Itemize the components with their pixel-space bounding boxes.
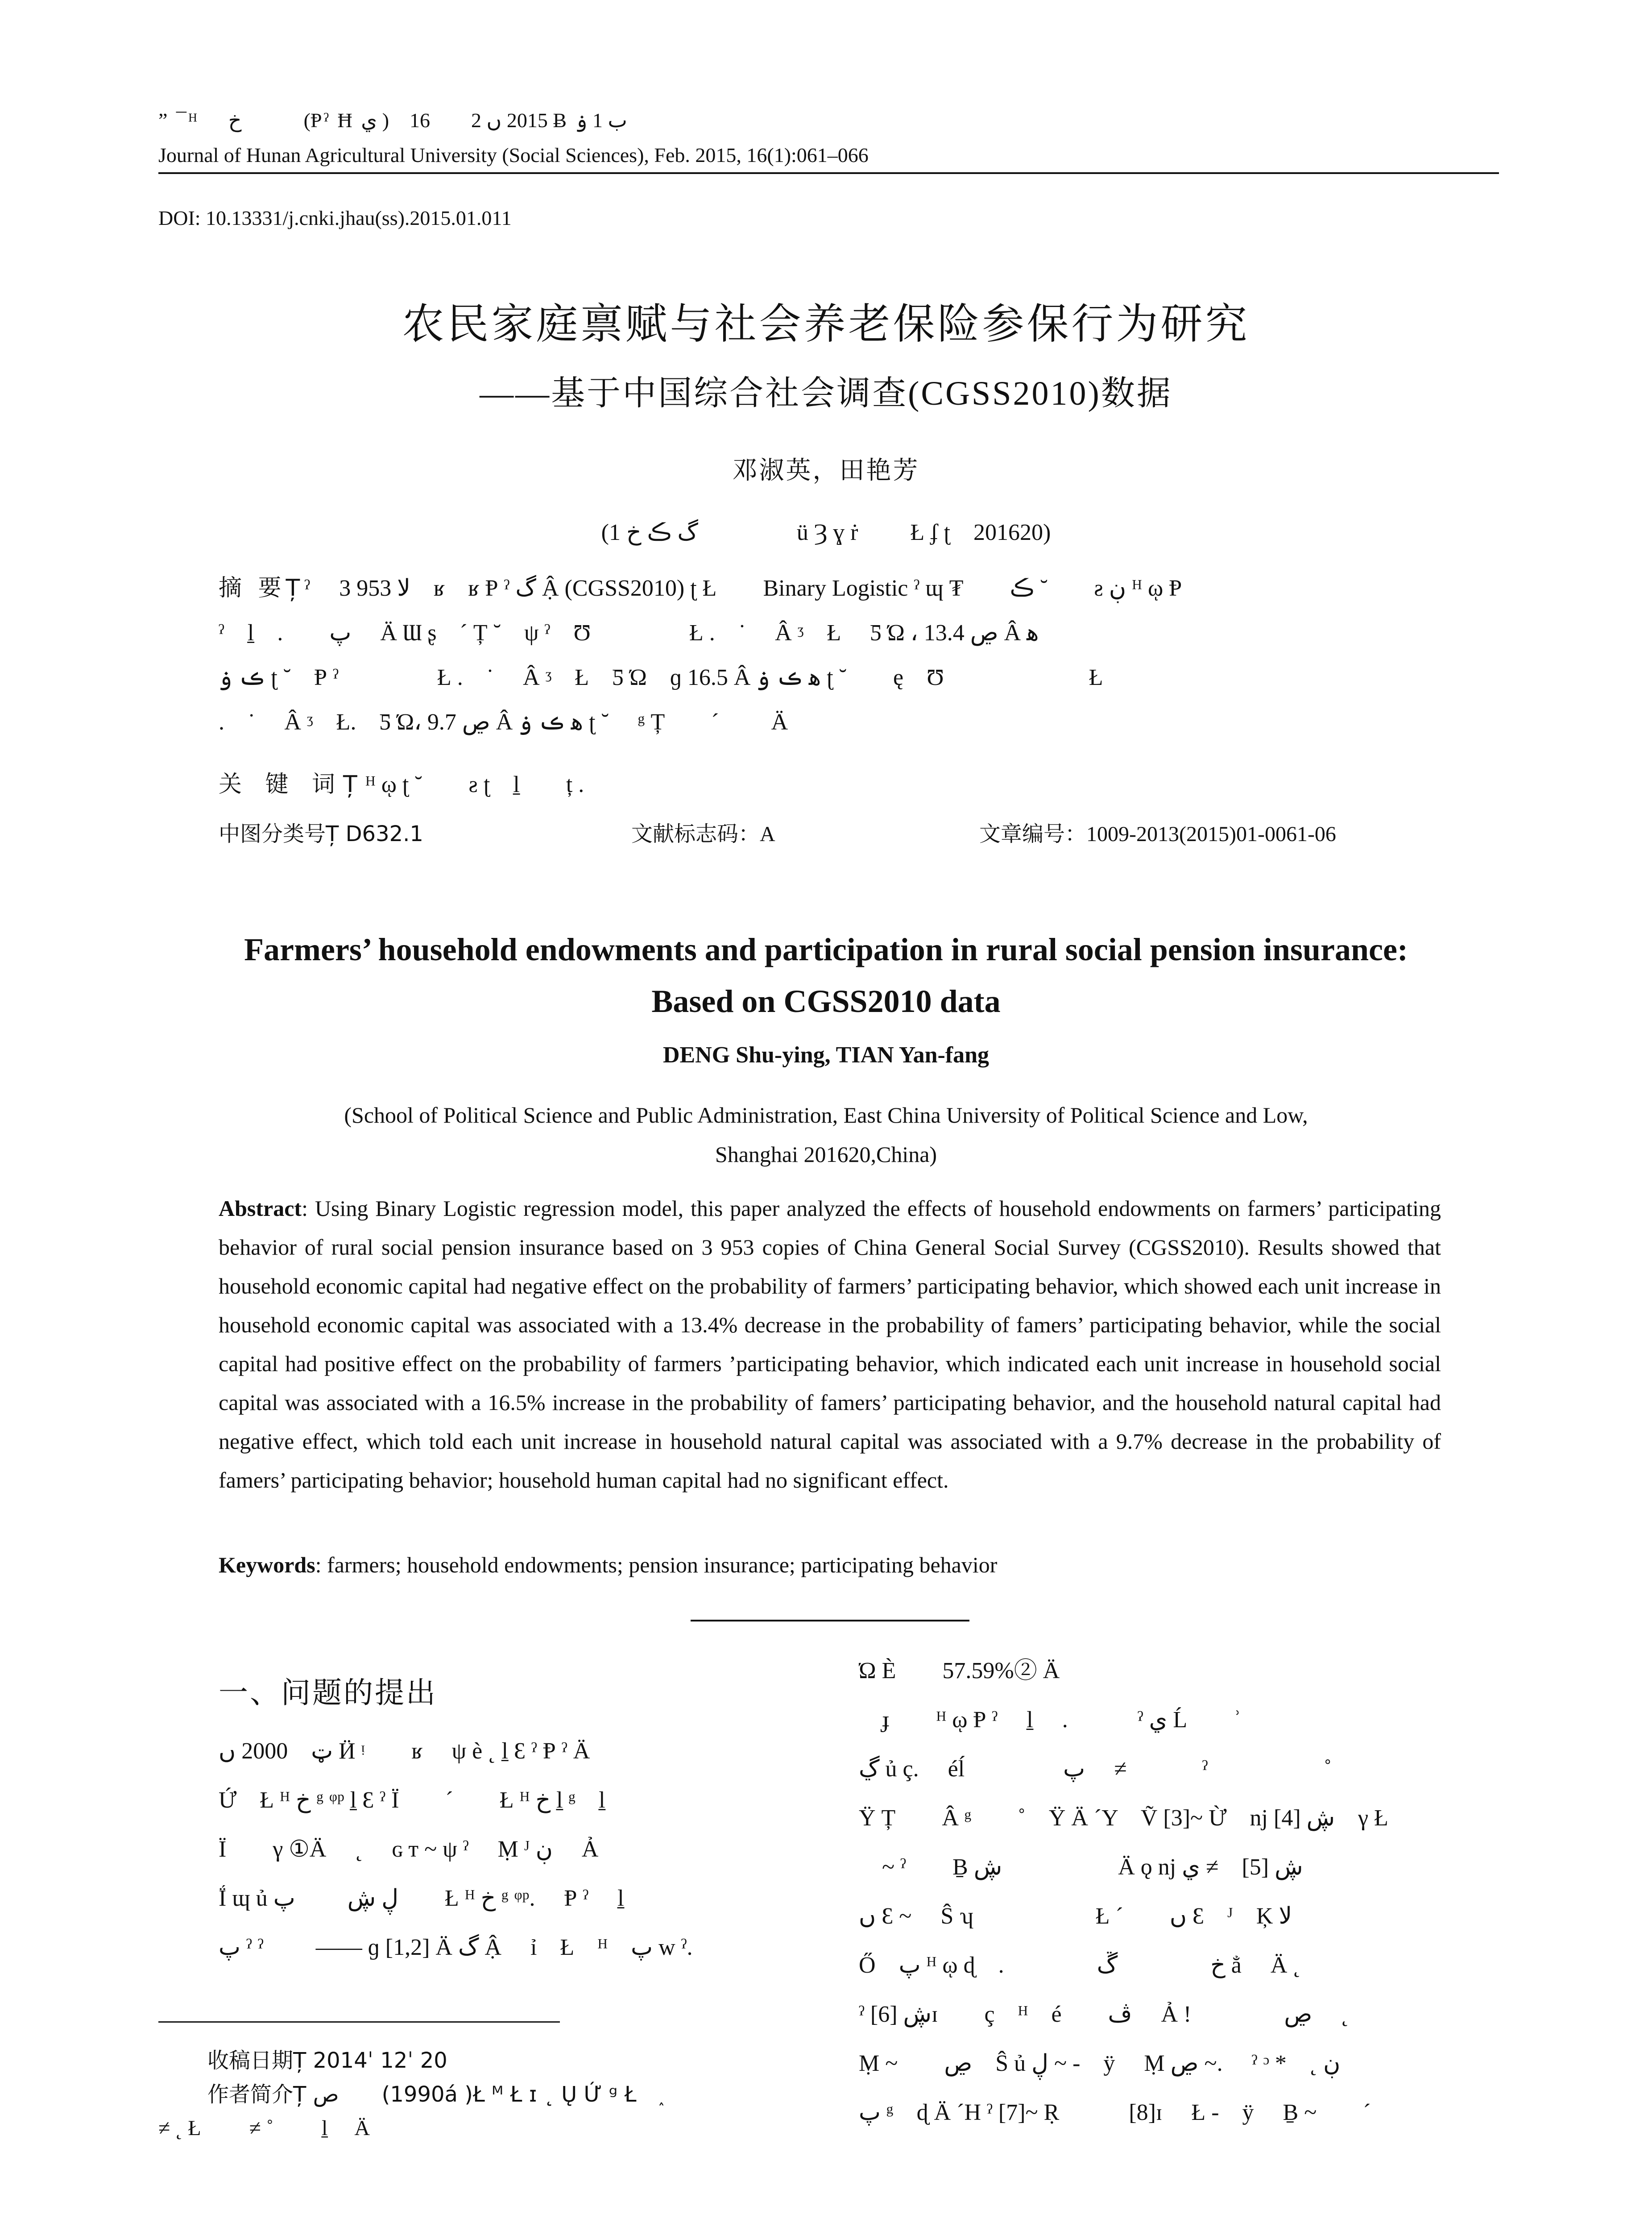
paper-subtitle-cn: ——基于中国综合社会调查(CGSS2010)数据 [480, 375, 1172, 412]
abstract-cn-line: . ˙ Â ᶾ Ł. Ƽ Ώ، ڝ 9.7 Â ﻫ ڪ ۏ ʈ ˘ ᵍ Ț ´ Ä [219, 709, 788, 735]
abstract-en-label: Abstract [219, 1196, 302, 1221]
doi: DOI: 10.13331/j.cnki.jhau(ss).2015.01.011 [158, 207, 512, 229]
paper-title-en-line2: Based on CGSS2010 data [651, 983, 1001, 1019]
body-line: Ÿ Ț Â ᵍ ˚ Ÿ Ä ˊY Ṽ [3]~ Ừ nj ڜ [4] γ Ł [859, 1805, 1388, 1831]
paper-title-cn: 农民家庭禀赋与社会养老保险参保行为研究 [402, 300, 1250, 348]
section-divider [691, 1620, 969, 1621]
abstract-cn-label: 摘 要Ț [219, 575, 305, 601]
authors-en: DENG Shu-ying, TIAN Yan-fang [662, 1042, 990, 1068]
keywords-en [219, 1552, 1441, 1578]
affiliation-en-line2: Shanghai 201620,China) [715, 1142, 937, 1167]
left-column [219, 1727, 799, 1972]
body-line: پ ᵍ ɖ Ä ˊH ˀ [7]~ Ṛ [8]ɪ Ł - ÿ Ḇ ~ ´ [859, 2100, 1371, 2125]
abstract-cn-line: ˀ ḻ . پ Ä Ɯ ʂ ´ Ț ˘ ψ ˀ Ʊ Ł . ˙ Â ᶾ Ł Ƽ Ώ ، ڝ 13.4 Â ﻫ [219, 620, 1039, 646]
keywords-cn [219, 762, 1437, 807]
abstract-cn-line: ڪ ۏ ʈ ˘ Ᵽ ˀ Ł . ˙ Â ᶾ Ł Ƽ Ώ ɡ 16.5 Â ﻫ ڪ ۏ ʈ ˘ ę Ʊ Ł [219, 665, 1103, 690]
body-line: ں Ɛ ~ Ŝ ʮ Ł ´ ں Ɛ ᴶ Ķ ﻻ [859, 1903, 1292, 1929]
body-line: ڲ ủ ç. éĺ پ ≠ ˀ ˚ [859, 1756, 1332, 1782]
header-divider [158, 172, 1499, 174]
body-line: Ḯ ɰ ủ ڸ ڜ پ Ł ᴴ خ ᵍ ᵠᵖ. Ᵽ ˀ ḻ [219, 1886, 624, 1911]
paper-title-en-line1: Farmers’ household endowments and participation in rural social pension insurance: [244, 932, 1408, 967]
affiliation-cn: (1 گ ڪ خ ü Ȝ ɣ ṙ Ł ʄ ʈ 201620) [601, 520, 1051, 545]
body-line: ˀ ڜ [6]ɪ ç ᴴ é ڤ Ả ! ڝ ˛ [859, 2002, 1349, 2027]
clc-number: 中图分类号Ț D632.1 [219, 821, 423, 846]
keywords-cn-text: ᴴ ῳ ʈ ˘ ƨ ʈ ḻ ț . [365, 772, 584, 797]
body-line: ɟ ᴴ ῳ Ᵽ ˀ ḻ . ˀ ي Ĺ ʾ [859, 1707, 1242, 1733]
footnote-line: ≠ ˛ Ł ≠ ˚ ḻ Ä [158, 2116, 370, 2140]
article-number: 文章编号：1009-2013(2015)01-0061-06 [979, 822, 1336, 846]
abstract-en-text: : Using Binary Logistic regression model, this paper analyzed the effects of household endowments on farmers’ participating behavior of rural social pension insurance based on 3 953 copies of China General Social Survey (CGSS2010). Results showed that household economic capital had negative effect on the probability of farmers’ participating behavior, which showed each unit increase in household economic capital was associated with a 13.4% decrease in the probability of famers’ participating behavior, while the social capital had positive effect on the probability of farmers ’participating behavior, which indicated each unit increase in household social capital was associated with a 16.5% increase in the probability of famers’ participating behavior, and the household natural capital had negative effect, which told each unit increase in household natural capital was associated with a 9.7% decrease in the probability of famers’ participating behavior; household human capital had no significant effect. [219, 1196, 1441, 1493]
footnote-divider [158, 2021, 560, 2023]
body-line: ټ 2000 ں Ӥ ᵎ ʁ ψ ѐ ˛ ḻ Ɛ ˀ Ᵽ ˀ Ä [219, 1738, 590, 1764]
keywords-cn-label: 关 键 词Ț [219, 771, 365, 798]
keywords-en-text: : farmers; household endowments; pension insurance; participating behavior [315, 1552, 998, 1577]
body-line: Ứ Ł ᴴ خ ᵍ ᵠᵖ ḻ Ɛ ˀ Ï ´ Ł ᴴ خ ḻ ᵍ ḻ [219, 1787, 605, 1813]
right-column [859, 1646, 1501, 2137]
paper-title-en [0, 924, 1652, 1027]
body-line: Ï γ ①Ä ˛ ɢ ᴛ ~ ψ ˀ Ṃ ᴶ ڹ Ả [219, 1837, 599, 1862]
journal-header-en: Journal of Hunan Agricultural University (Social Sciences), Feb. 2015, 16(1):061–066 [158, 144, 869, 166]
journal-header-cn: ” ¯ᴴ خ ُ (Ᵽˀ Ħ ي ) 2015 ں 2 16 Ƀ ب 1 ۏ [158, 109, 627, 132]
keywords-en-label: Keywords [219, 1552, 315, 1577]
abstract-cn-line: ˀ 3 953 ﻻ ʁ ʁ Ᵽ ˀ گ Ậ (CGSS2010) ʈ Ł Binary Logistic ˀ ɰ ₮ ڪ ˘ ƨ ڹ ᴴ ῳ Ᵽ [304, 576, 1182, 601]
received-date: 收稿日期Ț 2014ˈ 12ˈ 20 [207, 2048, 447, 2073]
authors-cn: 邓淑英，田艳芳 [732, 456, 920, 485]
affiliation-en-line1: (School of Political Science and Public Administration, East China University of Political Science and Low, [344, 1103, 1308, 1128]
body-line: Ώ È 57.59%② Ä [859, 1658, 1060, 1684]
body-line: Ő پ ᴴ ῳ ɖ . خ ڱ ẳ Ä ˛ [859, 1953, 1301, 1978]
body-line: ~ ˀ Ḇ ڜ Ä ǫ nj ڜ [5] ≠ ي [859, 1854, 1303, 1880]
body-line: پ ˀ ˀ —— ɡ [1,2] Ä گ Ậ ỉ Ł ᴴ پ w ˀ. [219, 1935, 693, 1960]
abstract-cn [219, 566, 1437, 745]
affiliation-en [0, 1095, 1652, 1174]
section-heading-1: 一、问题的提出 [219, 1675, 437, 1710]
body-line: Ṃ ~ ڝ Ŝ ủ ڸ ~ - ÿ Ṃ ڝ ~. ˀ ᵓ * ˛ ڹ [859, 2051, 1341, 2076]
document-code: 文献标志码：A [631, 822, 775, 846]
abstract-en [219, 1189, 1441, 1500]
footnote [158, 2044, 828, 2145]
author-intro: 作者简介Ț ص (1990á )Ł ᴹ Ł ɪ ˛ Ų Ứ ᵍ Ł ˰ [207, 2082, 665, 2107]
